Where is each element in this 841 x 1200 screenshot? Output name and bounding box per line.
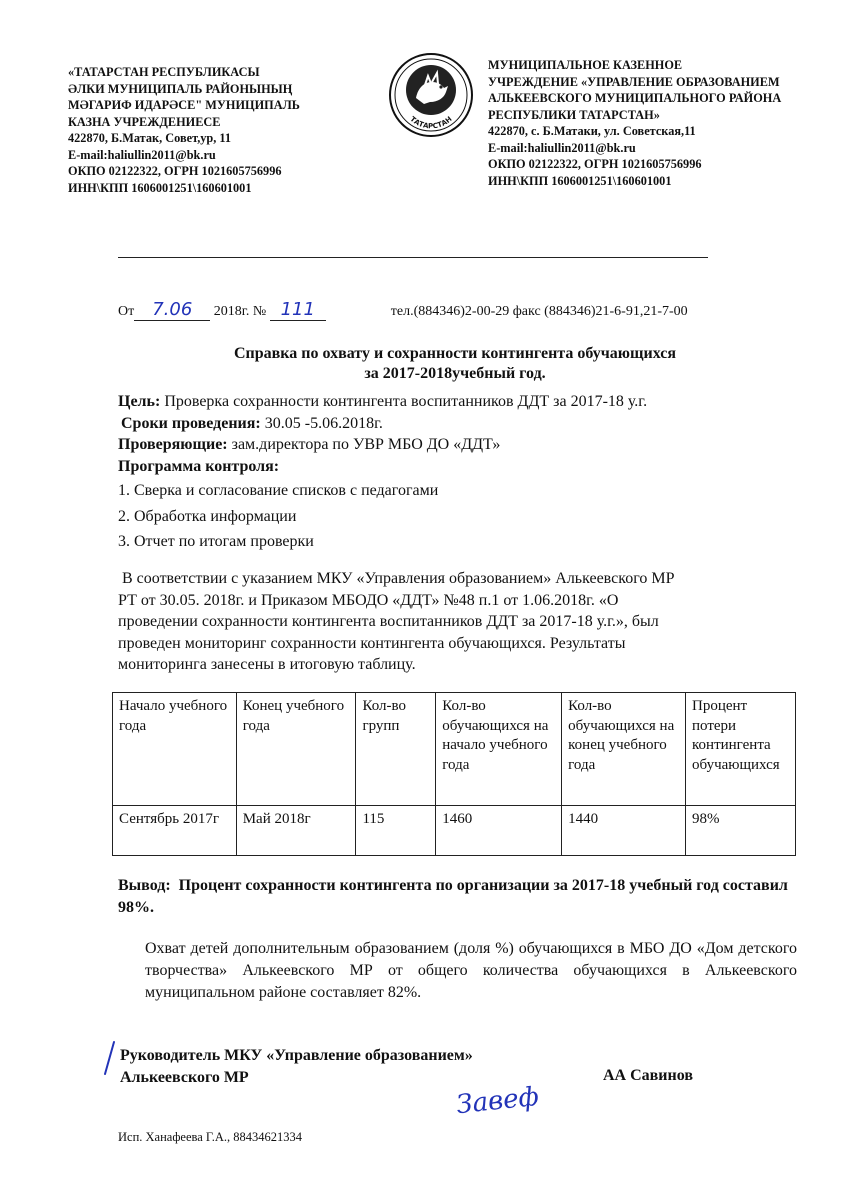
header-right-line: E-mail:haliullin2011@bk.ru (488, 140, 636, 155)
table-cell: 115 (356, 806, 436, 856)
paragraph-line: проведении сохранности контингента воспитанников ДДТ за 2017-18 у.г.», был (118, 613, 659, 630)
handwritten-number-field (270, 299, 326, 321)
dates-text: 30.05 -5.06.2018г. (260, 414, 383, 432)
table-header-row (113, 693, 796, 806)
header-right (488, 57, 781, 189)
header-left-line: МӘГАРИФ ИДАРӘСЕ" МУНИЦИПАЛЬ (68, 98, 300, 112)
signature-text: Завеф (454, 1081, 541, 1121)
conclusion-text: Процент сохранности контингента по организации за 2017-18 учебный год составил 98%. (118, 877, 792, 916)
header-left-line: 422870, Б.Матак, Совет,ур, 11 (68, 131, 232, 145)
paragraph-line: РТ от 30.05. 2018г. и Приказом МБОДО «ДДТ» №48 п.1 от 1.06.2018г. «О (118, 591, 619, 609)
phones: тел.(884346)2-00-29 факс (884346)21-6-91,21-7-00 (390, 304, 688, 319)
executor-line: Исп. Ханафеева Г.А., 88434621334 (118, 1130, 303, 1144)
inspectors-text: зам.директора по УВР МБО ДО «ДДТ» (227, 436, 501, 453)
header-right-line: МУНИЦИПАЛЬНОЕ КАЗЕННОЕ (488, 58, 683, 72)
header-left-line: ӘЛКИ МУНИЦИПАЛЬ РАЙОНЫНЫҢ (68, 81, 293, 96)
coverage-paragraph: Охват детей дополнительным образованием (доля %) обучающихся в МБО ДО «Дом детского творчества» Алькеевского МР от общего количества обучающихся в Алькеевского муниципальном районе составляет 82%. (145, 940, 797, 1001)
table-cell: 98% (686, 806, 796, 856)
handwritten-number: 111 (280, 299, 315, 320)
header-left-line: КАЗНА УЧРЕЖДЕНИЕСЕ (68, 114, 221, 129)
year-number-label: 2018г. № (213, 304, 267, 319)
header-right-line: 422870, с. Б.Матаки, ул. Советская,11 (488, 124, 696, 138)
table-cell: 1460 (436, 806, 562, 856)
table-cell: Май 2018г (236, 806, 356, 856)
paragraph-line: проведен мониторинг сохранности контингента обучающихся. Результаты (118, 634, 626, 652)
goal-line (118, 391, 808, 413)
header-left-line: «ТАТАРСТАН РЕСПУБЛИКАСЫ (68, 65, 260, 79)
goal-text: Проверка сохранности контингента воспитанников ДДТ за 2017-18 у.г. (160, 393, 648, 410)
signer-title-line-2: Алькеевского МР (120, 1069, 249, 1086)
main-paragraph (118, 568, 798, 676)
paragraph-line: мониторинга занесены в итоговую таблицу. (118, 656, 416, 673)
header-left-line: E-mail:haliullin2011@bk.ru (68, 147, 216, 162)
table-cell: Сентябрь 2017г (113, 806, 237, 856)
info-block (118, 391, 808, 553)
table-header-cell: Начало учебного года (113, 693, 237, 806)
header-right-line: АЛЬКЕЕВСКОГО МУНИЦИПАЛЬНОГО РАЙОНА (488, 91, 782, 105)
tatarstan-emblem-icon (388, 52, 474, 138)
table-row (113, 806, 796, 856)
title-line-1: Справка по охвату и сохранности контингента обучающихся (233, 345, 677, 362)
from-label: От (118, 304, 135, 319)
inspectors-label: Проверяющие: (118, 436, 228, 453)
header-left (68, 64, 300, 196)
table-cell: 1440 (562, 806, 686, 856)
table-header-cell: Процент потери контингента обучающихся (686, 693, 796, 806)
handwritten-signature (448, 1073, 548, 1123)
document-title (130, 344, 780, 384)
program-item: 2. Обработка информации (118, 507, 297, 525)
program-item: 1. Сверка и согласование списков с педагогами (118, 482, 439, 499)
table-header-cell: Конец учебного года (236, 693, 356, 806)
signer-name: АА Савинов (603, 1067, 693, 1084)
handwritten-date: 7.06 (152, 299, 193, 320)
conclusion (118, 875, 808, 919)
signer-block (120, 1045, 473, 1089)
table-header-cell: Кол-во групп (356, 693, 436, 806)
header-right-line: ОКПО 02122322, ОГРН 1021605756996 (488, 157, 702, 171)
margin-mark-icon (101, 1040, 117, 1076)
conclusion-label: Вывод: (118, 877, 171, 894)
header-left-line: ОКПО 02122322, ОГРН 1021605756996 (68, 164, 282, 178)
table-header-cell: Кол-во обучающихся на конец учебного года (562, 693, 686, 806)
header-left-line: ИНН\КПП 1606001251\160601001 (68, 180, 252, 195)
paragraph-line: В соответствии с указанием МКУ «Управления образованием» Алькеевского МР (118, 570, 675, 587)
header-divider (118, 257, 708, 258)
handwritten-date-field (134, 299, 210, 321)
reference-line (118, 299, 768, 321)
program-label: Программа контроля: (118, 457, 280, 475)
emblem-caption: ТАТАРСТАН (408, 115, 454, 131)
header-right-line: РЕСПУБЛИКИ ТАТАРСТАН» (488, 107, 660, 122)
title-line-2: за 2017-2018учебный год. (364, 365, 546, 382)
program-item: 3. Отчет по итогам проверки (118, 533, 314, 550)
dates-line (118, 413, 808, 435)
goal-label: Цель: (118, 393, 161, 410)
result-table (112, 692, 796, 856)
dates-label: Сроки проведения: (121, 414, 261, 432)
header-right-line: УЧРЕЖДЕНИЕ «УПРАВЛЕНИЕ ОБРАЗОВАНИЕМ (488, 74, 780, 89)
inspectors-line (118, 434, 808, 456)
signer-title-line-1: Руководитель МКУ «Управление образованием» (120, 1047, 473, 1064)
header-right-line: ИНН\КПП 1606001251\160601001 (488, 173, 672, 188)
table-header-cell: Кол-во обучающихся на начало учебного года (436, 693, 562, 806)
